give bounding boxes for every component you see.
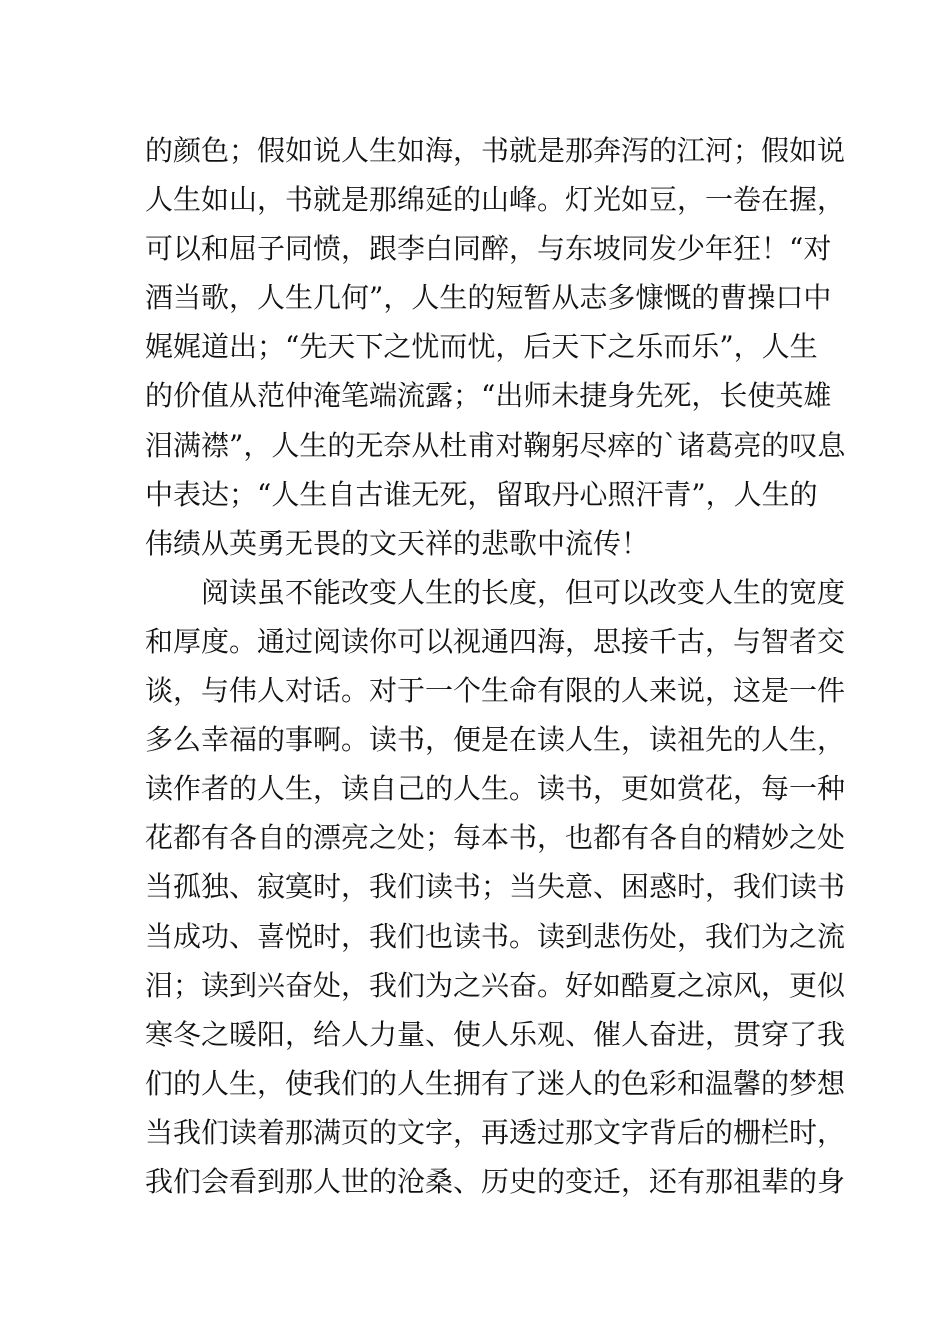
text-line: 娓娓道出；“先天下之忧而忧，后天下之乐而乐”，人生: [145, 330, 818, 364]
text-line: 泪满襟”，人生的无奈从杜甫对鞠躬尽瘁的`诸葛亮的叹息: [145, 428, 846, 462]
text-line: 花都有各自的漂亮之处；每本书，也都有各自的精妙之处: [145, 821, 846, 855]
text-line: 和厚度。通过阅读你可以视通四海，思接千古，与智者交: [145, 624, 846, 658]
text-line: 们的人生，使我们的人生拥有了迷人的色彩和温馨的梦想: [145, 1066, 846, 1100]
text-line: 的价值从范仲淹笔端流露；“出师未捷身先死，长使英雄: [145, 379, 832, 413]
text-line: 酒当歌，人生几何”，人生的短暂从志多慷慨的曹操口中: [145, 281, 832, 315]
text-line: 可以和屈子同愤，跟李白同醉，与东坡同发少年狂！“对: [145, 232, 832, 266]
text-line: 泪；读到兴奋处，我们为之兴奋。好如酷夏之凉风，更似: [145, 968, 846, 1002]
paragraph-first-line: 阅读虽不能改变人生的长度，但可以改变人生的宽度: [201, 575, 846, 609]
text-line: 寒冬之暖阳，给人力量、使人乐观、催人奋进，贯穿了我: [145, 1017, 846, 1051]
text-line: 中表达；“人生自古谁无死，留取丹心照汗青”，人生的: [145, 477, 818, 511]
body-text: [145, 126, 846, 1206]
text-line: 多么幸福的事啊。读书，便是在读人生，读祖先的人生，: [145, 723, 846, 757]
text-line: 当我们读着那满页的文字，再透过那文字背后的栅栏时，: [145, 1115, 846, 1149]
text-line: 当成功、喜悦时，我们也读书。读到悲伤处，我们为之流: [145, 919, 846, 953]
text-line: 我们会看到那人世的沧桑、历史的变迁，还有那祖辈的身: [145, 1164, 846, 1198]
text-line: 人生如山，书就是那绵延的山峰。灯光如豆，一卷在握，: [145, 183, 846, 217]
text-line: 的颜色；假如说人生如海，书就是那奔泻的江河；假如说: [145, 134, 846, 167]
text-line: 当孤独、寂寞时，我们读书；当失意、困惑时，我们读书: [145, 870, 846, 904]
text-line: 伟绩从英勇无畏的文天祥的悲歌中流传！: [145, 526, 650, 560]
text-line: 读作者的人生，读自己的人生。读书，更如赏花，每一种: [145, 772, 846, 806]
text-line: 谈，与伟人对话。对于一个生命有限的人来说，这是一件: [145, 674, 846, 708]
